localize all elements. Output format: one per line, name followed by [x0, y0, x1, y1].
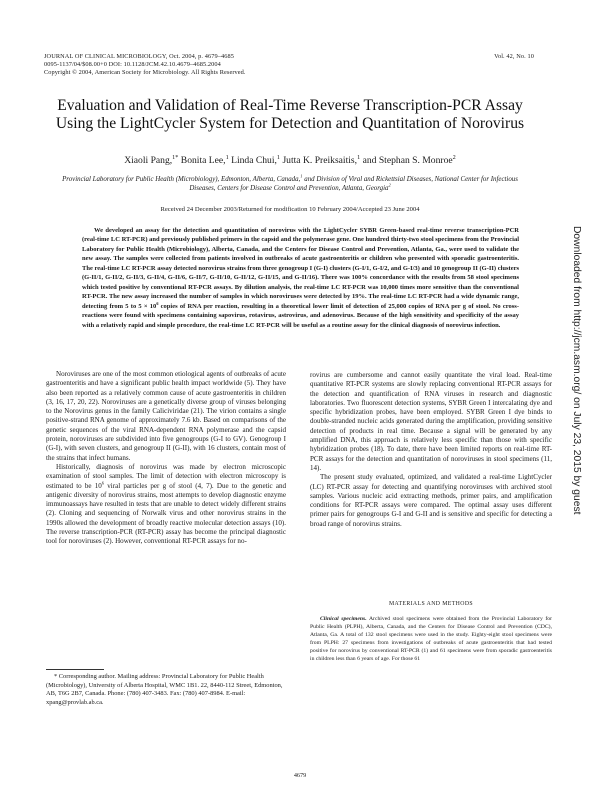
paragraph-text: Historically, diagnosis of norovirus was made by electron microscopic examination of stool samples. The limit of detection with electron microscopy is estimated to be 10	[46, 462, 286, 490]
author-name: Linda Chui,	[228, 155, 277, 166]
abstract	[82, 226, 519, 330]
received-dates: Received 24 December 2003/Returned for modification 10 February 2004/Accepted 23 June 2004	[160, 206, 420, 213]
affiliation-1: Provincial Laboratory for Public Health (Microbiology), Edmonton, Alberta, Canada,	[62, 176, 301, 183]
issn-doi: 0095-1137/04/$08.00+0 DOI: 10.1128/JCM.42.10.4679–4685.2004	[44, 61, 221, 68]
methods-subheading: Clinical specimens.	[320, 616, 367, 622]
download-notice: Downloaded from http://jcm.asm.org/ on July 23, 2015 by guest	[571, 226, 582, 515]
article-title: Evaluation and Validation of Real-Time Reverse Transcription-PCR Assay Using the LightCycler System for Detection and Quantitation of Norovirus	[55, 97, 525, 132]
author-marker: 1	[276, 153, 281, 161]
volume-issue: Vol. 42, No. 10	[494, 53, 534, 60]
author-marker: 1	[357, 153, 361, 161]
journal-header	[44, 53, 374, 77]
methods-text: Archived stool specimens were obtained from the Provincial Laboratory for Public Health (PLPH), Alberta, Canada, and the Centers for Disease Control and Prevention (CDC), Atlanta, Ga. A total of 132 stool specimens were used in the study. Eighty-eight stool specimens were from PLPH: 27 specimens from investigations of outbreaks of acute gastroenteritis that had tested positive for norovirus by conventional RT-PCR (1) and 61 specimens were from sporadic gastroenteritis in children less than 6 years of age. For those 61	[310, 616, 553, 662]
author-marker: 1*	[172, 153, 179, 161]
methods-paragraph	[310, 615, 552, 663]
corresponding-author-footnote: * Corresponding author. Mailing address: Provincial Laboratory for Public Health (Microbiology), University of Alberta Hospital, WMC 1B1. 22, 8440-112 Street, Edmonton, AB, T6G 2B7, Canada. Phone: (780) 407-3483. Fax: (780) 407-8984. E-mail: xpang@provlab.ab.ca.	[46, 673, 283, 706]
author-name: Bonita Lee,	[178, 155, 226, 166]
journal-citation: JOURNAL OF CLINICAL MICROBIOLOGY, Oct. 2004, p. 4679–4685	[44, 53, 234, 60]
abstract-text: We developed an assay for the detection and quantitation of norovirus with the LightCycler SYBR Green-based real-time reverse transcription-PCR (real-time LC RT-PCR) and previously published primers in the capsid and the polymerase gene. One hundred thirty-two stool specimens from the Provincial Laboratory for Public Health (Microbiology), Alberta, Canada, and the Centers for Disease Control and Prevention, Atlanta, Ga., were used to validate the new assay. The samples were collected from patients involved in outbreaks of acute gastroenteritis or children who presented with sporadic gastroenteritis. The real-time LC RT-PCR assay detected norovirus strains from three genogroup I (G-I) clusters (G-I/1, G-I/2, and G-I/3) and 10 genogroup II (G-II) clusters (G-II/1, G-II/2, G-II/3, G-II/4, G-II/6, G-II/7, G-II/10, G-II/12, G-II/15, and G-II/16). There was 100% concordance with the results from 58 stool specimens which tested positive by conventional RT-PCR assays. By dilution analysis, the real-time LC RT-PCR was 10,000 times more sensitive than the conventional RT-PCR. The new assay increased the number of samples in which noroviruses were detected by 19%. The real-time LC RT-PCR had a wide dynamic range, detecting from 5 to 5 × 10	[82, 227, 520, 310]
intro-paragraph-4: The present study evaluated, optimized, and validated a real-time LightCycler (LC) RT-PCR assay for detecting and quantifying noroviruses with archived stool samples. Various nucleic acid extracting methods, primer pairs, and amplification conditions for RT-PCR assays were compared. The optimal assay uses different primer pairs for genogroups G-I and G-II and is sensitive and specific for detecting a broad range of norovirus strains.	[310, 473, 552, 528]
download-watermark	[568, 226, 584, 562]
affiliation-2: and Division of Viral and Rickettsial Diseases, National Center for Infectious Diseases, Centers for Disease Control and Prevention, Atlanta, Georgia	[189, 176, 518, 193]
author-name: Jutta K. Preiksaitis,	[280, 155, 358, 166]
footnote-divider	[46, 669, 104, 670]
author-marker: 2	[452, 153, 456, 161]
abstract-exponent: 6	[156, 300, 159, 306]
author-marker: 1	[225, 153, 229, 161]
copyright: Copyright © 2004, American Society for Microbiology. All Rights Reserved.	[44, 69, 246, 76]
abstract-text-cont: copies of RNA per reaction, resulting in a theoretical lower limit of detection of 25,000 copies of RNA per g of stool. No cross-reactions were found with specimens containing sapovirus, rotavirus, astrovirus, and adenovirus. Because of the high sensitivity and specificity of the assay with a relatively rapid and simple procedure, the real-time LC RT-PCR will be useful as a routine assay for the clinical diagnosis of norovirus infection.	[82, 302, 519, 329]
intro-paragraph-1: Noroviruses are one of the most common etiological agents of outbreaks of acute gastroenteritis and have a significant public health impact worldwide (5). They have also been reported as a relatively common cause of acute gastroenteritis in children (3, 16, 17, 20, 22). Noroviruses are a genetically diverse group of viruses belonging to the Norovirus genus in the family Caliciviridae (21). The virion contains a single positive-strand RNA genome of approximately 7.6 kb. Based on comparisons of the genetic sequences of the viral RNA-dependent RNA polymerase and the capsid protein, noroviruses are subdivided into five genogroups (G-I to GV). Genogroup I (G-I), with seven clusters, and genogroup II (G-II), with 16 clusters, contain most of the strains that infect humans.	[46, 370, 286, 462]
author-name: Xiaoli Pang,	[124, 155, 173, 166]
section-heading-methods: MATERIALS AND METHODS	[388, 601, 474, 607]
affiliation-marker: 2	[388, 183, 391, 188]
author-list	[50, 155, 530, 167]
affiliations	[60, 175, 520, 194]
body-right-column	[310, 371, 552, 529]
intro-paragraph-2	[46, 463, 286, 547]
exponent: 6	[101, 480, 105, 486]
intro-paragraph-3: rovirus are cumbersome and cannot easily quantitate the viral load. Real-time quantitative RT-PCR systems are slowly replacing conventional RT-PCR assays for the detection and quantification of RNA viruses in research and diagnostic laboratories. Two fluorescent detection systems, SYBR Green I intercalating dye and specific hybridization probes, have been employed. SYBR Green I dye binds to double-stranded nucleic acids generated during the amplification, providing sensitive detection of products in real time. Because a signal will be generated by any amplified DNA, this approach is relatively less specific than those with specific hybridization probes (18). To date, there have been limited reports on real-time RT-PCR assays for the detection and quantitation of noroviruses in stool specimens (11, 14).	[310, 371, 552, 472]
affiliation-marker: 1	[300, 173, 303, 179]
page-number: 4679	[293, 772, 307, 779]
author-name: and Stephan S. Monroe	[360, 155, 453, 166]
paragraph-text-cont: viral particles per g of stool (4, 7). Due to the genetic and antigenic diversity of norovirus strains, most attempts to develop diagnostic enzyme immunoassays have resulted in tests that are unable to detect widely different strains (2). Cloning and sequencing of Norwalk virus and other norovirus strains in the 1990s allowed the development of broadly reactive molecular detection assays (10). The reverse transcription-PCR (RT-PCR) assay has become the principal diagnostic tool for noroviruses (2). However, conventional RT-PCR assays for no-	[46, 481, 286, 546]
body-left-column	[46, 370, 286, 547]
